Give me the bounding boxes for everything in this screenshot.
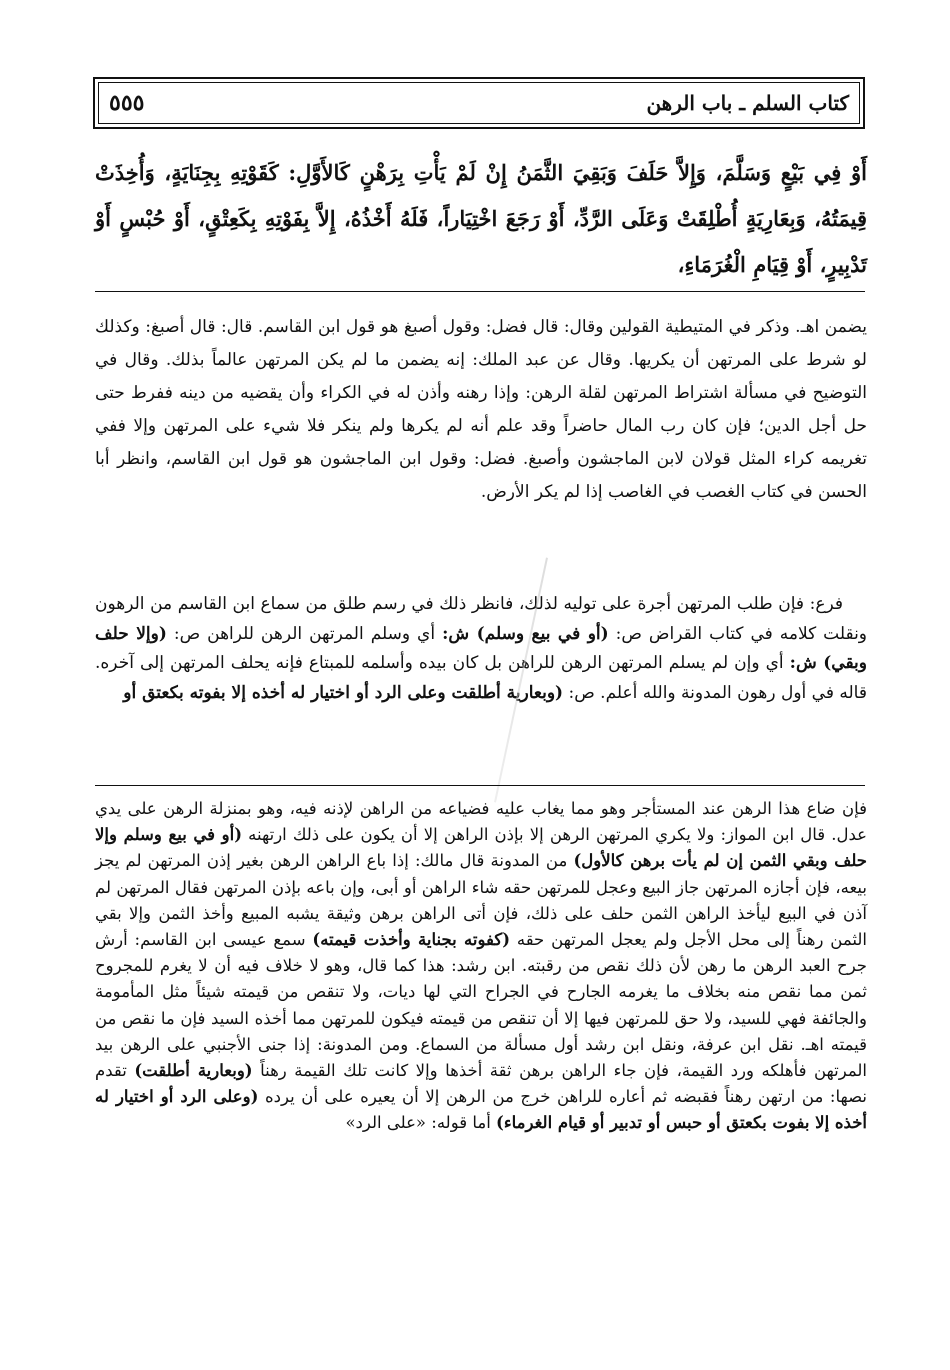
commentary-text: أي وإن لم يسلم المرتهن الرهن للراهن بل كان بيده وأسلمه للمبتاع فإنه يحلف المرتهن إلى آخره. قاله في أول رهون المدونة والله أعلم. ص: <box>95 653 867 703</box>
chapter-title: كتاب السلم ـ باب الرهن <box>646 91 849 115</box>
commentary-paragraph <box>95 590 867 708</box>
commentary-text: أي وسلم المرتهن الرهن للراهن ص: <box>166 623 443 644</box>
commentary-paragraph: يضمن اهـ. وذكر في المتيطية القولين وقال: قال فضل: وقول أصبغ هو قول ابن القاسم. قال: قال أصبغ: وكذلك لو شرط على المرتهن أن يكريها. وقال عن عبد الملك: إنه يضمن ما لم يكن المرتهن عالماً بذلك. وقال في التوضيح في مسألة اشتراط المرتهن لقلة الرهن: وإذا رهنه وأذن له في الكراء وأن يقضيه من دينه ففرط حتى حل أجل الدين؛ فإن كان رب المال حاضراً وقد علم أنه لم يكرها ولم ينكر فلا شيء على المرتهن وإلا ففي تغريمه كراء المثل قولان لابن الماجشون وأصبغ. فضل: وقول ابن الماجشون هو قول ابن القاسم، وانظر أبا الحسن في كتاب الغصب في الغاصب إذا لم يكر الأرض. <box>95 317 867 502</box>
commentary-paragraph <box>95 796 867 1137</box>
commentary-text: من المدونة قال مالك: إذا باع الراهن الرهن بغير إذن المرتهن لم يجز بيعه، فإن أجازه المرتهن جاز البيع وعجل للمرتهن حقه شاء الراهن أو أبى، وإن باعه بإذن المرتهن فقال المرتهن لم آذن في البيع ليأخذ الراهن الثمن حلف على ذلك، فإن أتى الراهن برهن وثيقة يشبه المبيع وأخذ الثمن وإلا بقي الثمن رهناً إلى محل الأجل ولم يعجل المرتهن حقه <box>95 851 867 950</box>
page-number: ٥٥٥ <box>109 90 145 116</box>
divider-matn <box>95 291 865 292</box>
commentary-block-2 <box>95 590 867 708</box>
matn-quote: (وعلى الرد أو اختيار له أخذه إلا بفوت بكعتق أو حبس أو تدبير أو قيام الغرماء) <box>95 1087 867 1133</box>
commentary-block-3 <box>95 796 867 1137</box>
matn-quote: (وبعارية أطلقت) <box>134 1061 253 1081</box>
commentary-block-1 <box>95 311 867 509</box>
commentary-text: تقدم نصها: من ارتهن رهناً فقبضه ثم أعاره للراهن خرج من الرهن إلا أن يعيره على أن يرده <box>95 1061 867 1107</box>
divider-footnote <box>95 785 865 786</box>
commentary-text: فرع: فإن طلب المرتهن أجرة على توليه لذلك، فانظر ذلك في رسم طلق من سماع ابن القاسم من الرهون ونقلت كلامه في كتاب القراض ص: <box>95 594 868 644</box>
page-header <box>93 77 865 129</box>
commentary-text: فإن ضاع هذا الرهن عند المستأجر وهو مما يغاب عليه فضياعه من الراهن لإذنه فيه، وهو بمنزلة الرهن على يدي عدل. قال ابن المواز: ولا يكري المرتهن الرهن إلا بإذن الراهن إلا أن يكون على ذلك ارتهنه <box>95 799 867 845</box>
matn-quote: (وإلا حلف وبقي) ش: <box>95 623 867 673</box>
matn-quote: (أو في بيع وسلم) ش: <box>442 623 609 644</box>
matn-quote: (أو في بيع وسلم وإلا حلف وبقي الثمن إن لم يأت برهن كالأول) <box>95 825 867 871</box>
commentary-text: سمع عيسى ابن القاسم: أرش جرح العبد الرهن ما رهن لأن ذلك نقص من رقبته. ابن رشد: هذا كما قال، وهو لا خلاف فيه أن لا يغرم للمجروح ثمن مما نقص منه بخلاف ما يغرمه الجارح في الجراح التي لها ديات، ولا تنقص من قيمته شيئاً مثل المأمومة والجائفة فهي للسيد، ولا حق للمرتهن فيها إلا أن تنقص من قيمته فيكون للمرتهن مما أخذه السيد فإن ما نقص من قيمته اهـ. نقل ابن عرفة، ونقل ابن رشد أول مسألة من السماع. ومن المدونة: إذا جنى الأجنبي على الرهن بيد المرتهن فأهلكه ورد القيمة، فإن جاء الراهن برهن ثقة أخذها وإلا كانت تلك القيمة رهناً <box>95 930 868 1081</box>
matn-quote: (وبعارية أطلقت وعلى الرد أو اختيار له أخذه إلا بفوته بكعتق أو <box>123 682 564 703</box>
matn-paragraph: أَوْ فِي بَيْعٍ وَسَلَّمَ، وَإِلاَّ حَلَفَ وَبَقِيَ الثَّمَنُ إِنْ لَمْ يَأْتِ بِرَهْنٍ كَالأَوَّلِ: كَقَوْتِهِ بِجِنَايَةٍ، وَأُخِذَتْ قِيمَتُهُ، وَبِعَارِيَةٍ أُطْلِقَتْ وَعَلَى الرَّدِّ، أَوْ رَجَعَ اخْتِيَاراً، فَلَهُ أَخْذُهُ، إِلاَّ بِفَوْتِهِ بِكَعِتْقٍ، أَوْ حُبْسٍ أَوْ تَدْبِيرٍ، أَوْ قِيَامِ الْغُرَمَاءِ، <box>95 160 867 277</box>
matn-text <box>95 150 867 288</box>
commentary-text: أما قوله: «على الرد» <box>345 1113 497 1133</box>
matn-quote: (كفوته بجناية وأخذت قيمته) <box>312 930 511 950</box>
